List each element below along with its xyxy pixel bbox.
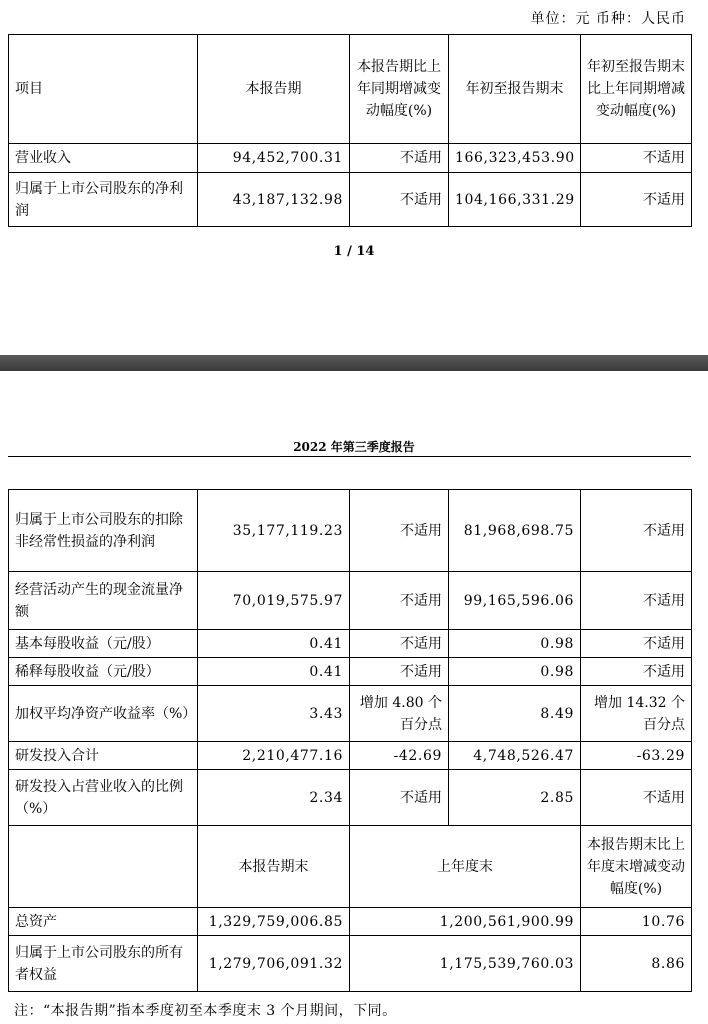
table-row bbox=[9, 936, 692, 992]
row-item: 总资产 bbox=[9, 908, 198, 936]
row-ytd: 2.85 bbox=[449, 770, 581, 826]
header-last-year-end: 上年度末 bbox=[350, 826, 581, 908]
row-item: 经营活动产生的现金流量净额 bbox=[9, 572, 198, 630]
row-current-change: 不适用 bbox=[350, 572, 449, 630]
row-ytd-change: 不适用 bbox=[581, 630, 692, 658]
row-last-year-end: 1,175,539,760.03 bbox=[350, 936, 581, 992]
row-item: 归属于上市公司股东的所有者权益 bbox=[9, 936, 198, 992]
row-ytd-change: 增加 14.32 个百分点 bbox=[581, 686, 692, 742]
row-current: 94,452,700.31 bbox=[198, 144, 350, 173]
page-number: 1 / 14 bbox=[333, 244, 375, 259]
row-current: 3.43 bbox=[198, 686, 350, 742]
row-ytd: 0.98 bbox=[449, 630, 581, 658]
row-current-change: 增加 4.80 个百分点 bbox=[350, 686, 449, 742]
row-ytd-change: 不适用 bbox=[581, 173, 692, 227]
table-row bbox=[9, 742, 692, 770]
row-balance-change: 8.86 bbox=[581, 936, 692, 992]
page-divider bbox=[0, 355, 708, 371]
table-row bbox=[9, 908, 692, 936]
row-period-end: 1,279,706,091.32 bbox=[198, 936, 350, 992]
header-current-period: 本报告期 bbox=[198, 35, 350, 144]
row-item: 归属于上市公司股东的扣除非经常性损益的净利润 bbox=[9, 490, 198, 572]
row-ytd: 0.98 bbox=[449, 658, 581, 686]
row-ytd-change: 不适用 bbox=[581, 658, 692, 686]
row-current: 2.34 bbox=[198, 770, 350, 826]
row-current: 70,019,575.97 bbox=[198, 572, 350, 630]
table-row bbox=[9, 770, 692, 826]
row-current: 35,177,119.23 bbox=[198, 490, 350, 572]
row-balance-change: 10.76 bbox=[581, 908, 692, 936]
row-current-change: 不适用 bbox=[350, 770, 449, 826]
row-current: 0.41 bbox=[198, 658, 350, 686]
row-item: 稀释每股收益（元/股） bbox=[9, 658, 198, 686]
row-current-change: 不适用 bbox=[350, 173, 449, 227]
row-current-change: 不适用 bbox=[350, 144, 449, 173]
row-ytd-change: -63.29 bbox=[581, 742, 692, 770]
row-ytd-change: 不适用 bbox=[581, 770, 692, 826]
row-item: 归属于上市公司股东的净利润 bbox=[9, 173, 198, 227]
row-item: 研发投入占营业收入的比例（%） bbox=[9, 770, 198, 826]
row-ytd: 104,166,331.29 bbox=[449, 173, 581, 227]
row-current: 2,210,477.16 bbox=[198, 742, 350, 770]
row-item: 加权平均净资产收益率（%） bbox=[9, 686, 198, 742]
top-financial-table bbox=[8, 34, 692, 227]
row-ytd: 166,323,453.90 bbox=[449, 144, 581, 173]
row-ytd: 8.49 bbox=[449, 686, 581, 742]
row-item: 基本每股收益（元/股） bbox=[9, 630, 198, 658]
row-current: 0.41 bbox=[198, 630, 350, 658]
title-underline bbox=[8, 456, 691, 457]
table-row bbox=[9, 173, 692, 227]
table-header-row bbox=[9, 35, 692, 144]
table-row bbox=[9, 630, 692, 658]
report-title: 2022 年第三季度报告 bbox=[293, 440, 415, 454]
table-row bbox=[9, 686, 692, 742]
row-current-change: -42.69 bbox=[350, 742, 449, 770]
row-last-year-end: 1,200,561,900.99 bbox=[350, 908, 581, 936]
table-row bbox=[9, 572, 692, 630]
row-ytd: 4,748,526.47 bbox=[449, 742, 581, 770]
balance-header-row bbox=[9, 826, 692, 908]
row-current-change: 不适用 bbox=[350, 490, 449, 572]
table-row bbox=[9, 144, 692, 173]
header-current-change: 本报告期比上年同期增减变动幅度(%) bbox=[350, 35, 449, 144]
balance-header-empty bbox=[9, 826, 198, 908]
row-current-change: 不适用 bbox=[350, 658, 449, 686]
header-ytd: 年初至报告期末 bbox=[449, 35, 581, 144]
footnote: 注：“本报告期”指本季度初至本季度末 3 个月期间，下同。 bbox=[14, 1003, 397, 1019]
header-ytd-change: 年初至报告期末比上年同期增减变动幅度(%) bbox=[581, 35, 692, 144]
row-period-end: 1,329,759,006.85 bbox=[198, 908, 350, 936]
header-balance-change: 本报告期末比上年度末增减变动幅度(%) bbox=[581, 826, 692, 908]
row-ytd-change: 不适用 bbox=[581, 572, 692, 630]
row-current-change: 不适用 bbox=[350, 630, 449, 658]
row-item: 研发投入合计 bbox=[9, 742, 198, 770]
row-ytd-change: 不适用 bbox=[581, 144, 692, 173]
header-item: 项目 bbox=[9, 35, 198, 144]
main-financial-table bbox=[8, 489, 692, 992]
row-item: 营业收入 bbox=[9, 144, 198, 173]
row-ytd-change: 不适用 bbox=[581, 490, 692, 572]
table-row bbox=[9, 658, 692, 686]
row-current: 43,187,132.98 bbox=[198, 173, 350, 227]
row-ytd: 81,968,698.75 bbox=[449, 490, 581, 572]
unit-currency-line: 单位：元 币种：人民币 bbox=[530, 11, 686, 27]
row-ytd: 99,165,596.06 bbox=[449, 572, 581, 630]
table-row bbox=[9, 490, 692, 572]
header-period-end: 本报告期末 bbox=[198, 826, 350, 908]
